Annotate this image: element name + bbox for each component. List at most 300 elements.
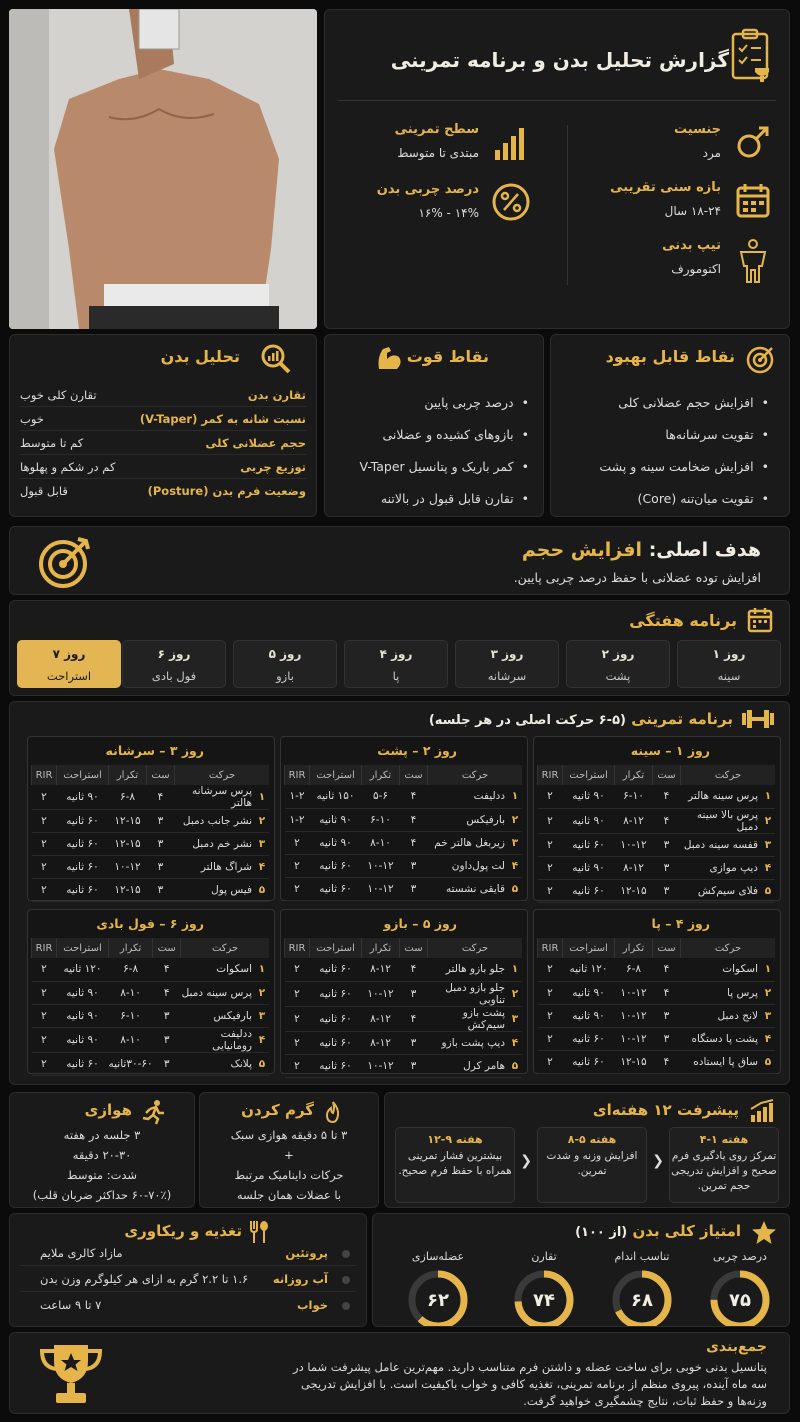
table-cell: ۲ bbox=[285, 1006, 310, 1031]
bodytype-label: تیپ بدنی bbox=[662, 238, 721, 253]
day-tab-6[interactable] bbox=[122, 640, 226, 688]
table-cell: ۲ bbox=[538, 1027, 563, 1050]
exercise-name: فلای سیم‌کش bbox=[681, 879, 762, 902]
exercise-name: پرس پا bbox=[681, 981, 762, 1004]
table-cell: ۲ bbox=[32, 833, 57, 856]
table-row bbox=[32, 1004, 270, 1027]
warmup-body bbox=[206, 1125, 372, 1205]
day-tab-1[interactable] bbox=[677, 640, 781, 688]
column-header: تکرار bbox=[362, 938, 400, 958]
running-person-icon bbox=[140, 1099, 166, 1125]
day-number: روز ۶ bbox=[157, 647, 191, 661]
level-value: مبتدی تا متوسط bbox=[397, 146, 479, 160]
table-cell: ۱۲-۱۵ bbox=[109, 810, 147, 833]
table-cell: ۴ bbox=[400, 1006, 428, 1031]
gauge-label: درصد چربی bbox=[713, 1250, 767, 1263]
row-value: قابل قبول bbox=[20, 484, 68, 498]
column-header: استراحت bbox=[310, 765, 362, 785]
day-tab-3[interactable] bbox=[455, 640, 559, 688]
column-header: تکرار bbox=[109, 938, 153, 958]
day-focus: بازو bbox=[276, 669, 294, 683]
day-focus: استراحت bbox=[46, 669, 92, 683]
score-subtitle: (از ۱۰۰) bbox=[575, 1225, 628, 1240]
exercise-table bbox=[31, 938, 269, 1076]
row-key: پروتئین bbox=[285, 1246, 328, 1260]
body-figure-icon bbox=[733, 238, 773, 278]
score-gauge bbox=[607, 1250, 677, 1327]
exercise-name: هامر کرل bbox=[428, 1054, 509, 1077]
table-cell: ۲ bbox=[538, 1050, 563, 1073]
table-cell: ۳ bbox=[153, 1052, 181, 1075]
table-row bbox=[32, 833, 270, 856]
score-gauge bbox=[509, 1250, 579, 1327]
day-number: روز ۴ bbox=[379, 647, 413, 661]
row-key: آب روزانه bbox=[272, 1272, 328, 1286]
table-cell: ۳ bbox=[400, 1054, 428, 1077]
table-row bbox=[538, 879, 776, 902]
goal-card bbox=[9, 526, 790, 595]
column-header: RIR bbox=[285, 765, 310, 785]
table-cell: ۱۲۰ ثانیه bbox=[563, 958, 615, 981]
row-number: ۳ bbox=[761, 833, 775, 856]
exercise-name: دیپ موازی bbox=[681, 856, 762, 879]
list-item bbox=[20, 1240, 356, 1266]
goal-heading bbox=[522, 539, 761, 561]
day-number: روز ۳ bbox=[490, 647, 524, 661]
table-cell: ۳ bbox=[153, 1004, 181, 1027]
text-line: پتانسیل بدنی خوبی برای ساخت عضله و داشتن فرم متناسب دارید. مهم‌ترین عامل پیشرفت شما در bbox=[293, 1360, 767, 1374]
growth-chart-icon bbox=[749, 1099, 775, 1123]
magnifier-chart-icon bbox=[260, 343, 292, 375]
exercise-table bbox=[284, 765, 522, 901]
table-row bbox=[32, 958, 270, 981]
table-cell: ۶-۸ bbox=[109, 785, 147, 810]
table-cell: ۸-۱۰ bbox=[109, 981, 153, 1004]
male-symbol-icon bbox=[733, 122, 773, 162]
row-number: ۲ bbox=[508, 981, 522, 1006]
table-cell: ۱۰-۱۲ bbox=[615, 981, 653, 1004]
day-focus: سینه bbox=[717, 669, 741, 683]
column-header: ست bbox=[147, 765, 175, 785]
summary-body bbox=[293, 1359, 767, 1410]
table-cell: ۳ bbox=[147, 833, 175, 856]
row-value: مازاد کالری ملایم bbox=[40, 1246, 123, 1260]
table-row bbox=[538, 1027, 776, 1050]
day-tab-7[interactable] bbox=[17, 640, 121, 688]
table-row bbox=[538, 833, 776, 856]
summary-card bbox=[9, 1332, 790, 1414]
text-line: سه ماه آینده، پیروی منظم از برنامه تمرینی، تغذیه کافی و خواب باکیفیت است. با افزایش تدریجی bbox=[300, 1377, 767, 1391]
table-cell: ۶۰ ثانیه bbox=[57, 879, 109, 902]
table-row bbox=[538, 1050, 776, 1073]
table-cell: ۶۰ ثانیه bbox=[310, 1054, 362, 1077]
exercise-name: ددلیفت رومانیایی bbox=[181, 1027, 255, 1052]
row-number: ۱ bbox=[508, 785, 522, 808]
table-row bbox=[538, 808, 776, 833]
target-arrow-icon bbox=[38, 535, 92, 589]
table-cell: ۹۰ ثانیه bbox=[563, 856, 615, 879]
table-row bbox=[32, 810, 270, 833]
table-cell: ۹۰ ثانیه bbox=[563, 808, 615, 833]
table-cell: ۴ bbox=[400, 831, 428, 854]
row-number: ۱ bbox=[255, 958, 269, 981]
bodytype-value: اکتومورف bbox=[671, 262, 721, 276]
row-number: ۴ bbox=[761, 856, 775, 879]
step-body: افزایش وزنه و شدت تمرین. bbox=[546, 1150, 638, 1177]
table-cell: ۶۰ ثانیه bbox=[310, 1031, 362, 1054]
row-number: ۵ bbox=[761, 879, 775, 902]
exercise-name: ساق پا ایستاده bbox=[681, 1050, 762, 1073]
progress-title: پیشرفت ۱۲ هفته‌ای bbox=[592, 1101, 739, 1119]
exercise-name: فیس پول bbox=[175, 879, 256, 902]
table-cell: ۱۰-۱۲ bbox=[362, 1054, 400, 1077]
column-header: استراحت bbox=[563, 765, 615, 785]
table-row bbox=[285, 831, 523, 854]
table-cell: ۱۰-۱۲ bbox=[615, 833, 653, 856]
row-number: ۵ bbox=[255, 879, 269, 902]
bullet-dot-icon bbox=[342, 1302, 350, 1310]
column-header: حرکت bbox=[428, 765, 523, 785]
text-line: ۲۰-۳۰ دقیقه bbox=[72, 1148, 132, 1162]
table-cell: ۹۰ ثانیه bbox=[57, 981, 109, 1004]
column-header: استراحت bbox=[57, 938, 109, 958]
strengths-title: نقاط قوت bbox=[406, 347, 489, 366]
table-cell: ۶۰ ثانیه bbox=[57, 833, 109, 856]
row-number: ۱ bbox=[255, 785, 269, 810]
table-row bbox=[20, 383, 306, 407]
table-cell: ۶۰ ثانیه bbox=[310, 1006, 362, 1031]
gauge-value: ۷۴ bbox=[533, 1290, 555, 1311]
column-header: RIR bbox=[285, 938, 310, 958]
progress-step bbox=[669, 1127, 779, 1203]
table-cell: ۲ bbox=[538, 856, 563, 879]
table-cell: ۶-۱۰ bbox=[362, 808, 400, 831]
gauge-label: تناسب اندام bbox=[614, 1250, 670, 1263]
table-cell: ۱-۲ bbox=[285, 785, 310, 808]
table-cell: ۲ bbox=[538, 981, 563, 1004]
text-line: حرکات داینامیک مرتبط bbox=[234, 1168, 344, 1182]
table-row bbox=[285, 981, 523, 1006]
workout-day-table bbox=[533, 909, 781, 1074]
page-title: گزارش تحلیل بدن و برنامه تمرینی bbox=[390, 48, 729, 72]
workout-day-title: روز ۵ – بازو bbox=[383, 916, 457, 931]
nutrition-card bbox=[9, 1213, 367, 1327]
workout-day-table bbox=[27, 909, 275, 1074]
day-tab-2[interactable] bbox=[566, 640, 670, 688]
table-cell: ۱۰-۱۲ bbox=[615, 1004, 653, 1027]
row-number: ۳ bbox=[508, 1006, 522, 1031]
exercise-name: جلو بازو هالتر bbox=[428, 958, 509, 981]
table-row bbox=[20, 431, 306, 455]
gauge-label: عضله‌سازی bbox=[411, 1250, 465, 1263]
day-tab-4[interactable] bbox=[344, 640, 448, 688]
table-cell: ۸-۱۲ bbox=[615, 856, 653, 879]
list-item: • افزایش حجم عضلانی کلی bbox=[599, 393, 769, 425]
exercise-name: نشر جانب دمبل bbox=[175, 810, 256, 833]
row-number: ۱ bbox=[761, 785, 775, 808]
flame-icon bbox=[324, 1101, 342, 1123]
table-cell: ۳ bbox=[653, 1004, 681, 1027]
row-value: کم تا متوسط bbox=[20, 436, 84, 450]
exercise-name: پشت بازو سیم‌کش bbox=[428, 1006, 509, 1031]
weekly-title: برنامه هفتگی bbox=[629, 611, 737, 630]
table-cell: ۳ bbox=[653, 856, 681, 879]
column-header: تکرار bbox=[615, 938, 653, 958]
exercise-name: دیپ پشت بازو bbox=[428, 1031, 509, 1054]
table-row bbox=[538, 856, 776, 879]
gender-stat bbox=[573, 118, 773, 174]
table-cell: ۶۰ ثانیه bbox=[563, 1050, 615, 1073]
row-number: ۳ bbox=[761, 1004, 775, 1027]
table-cell: ۸-۱۲ bbox=[362, 958, 400, 981]
score-heading bbox=[575, 1222, 741, 1240]
calendar-icon bbox=[747, 607, 773, 633]
table-cell: ۹۰ ثانیه bbox=[57, 1004, 109, 1027]
table-cell: ۶۰ ثانیه bbox=[310, 854, 362, 877]
improve-list bbox=[599, 393, 769, 517]
row-number: ۲ bbox=[255, 981, 269, 1004]
table-row bbox=[538, 1004, 776, 1027]
cardio-body bbox=[16, 1125, 188, 1205]
workout-day-title: روز ۶ – فول بادی bbox=[96, 916, 204, 931]
list-item bbox=[20, 1266, 356, 1292]
table-cell: ۲ bbox=[538, 1004, 563, 1027]
row-number: ۲ bbox=[508, 808, 522, 831]
list-item bbox=[20, 1292, 356, 1318]
table-cell: ۴ bbox=[400, 958, 428, 981]
cardio-title: هوازی bbox=[84, 1101, 132, 1119]
list-item: • تقویت میان‌تنه (Core) bbox=[599, 489, 769, 517]
table-cell: ۳ bbox=[653, 833, 681, 856]
divider bbox=[567, 125, 568, 285]
warmup-title: گرم کردن bbox=[241, 1101, 314, 1119]
exercise-name: پرس سینه دمبل bbox=[181, 981, 255, 1004]
table-row bbox=[32, 879, 270, 902]
exercise-name: پرس سینه هالتر bbox=[681, 785, 762, 808]
table-row bbox=[32, 785, 270, 810]
exercise-table bbox=[537, 938, 775, 1074]
column-header: حرکت bbox=[181, 938, 269, 958]
improve-card bbox=[550, 334, 790, 517]
table-row bbox=[285, 877, 523, 900]
weekly-plan-card bbox=[9, 600, 790, 696]
table-cell: ۴ bbox=[400, 785, 428, 808]
row-key: حجم عضلانی کلی bbox=[205, 436, 306, 450]
goal-label: هدف اصلی: bbox=[648, 539, 761, 561]
workout-day-title: روز ۴ – پا bbox=[651, 916, 710, 931]
column-header: حرکت bbox=[681, 938, 776, 958]
column-header: حرکت bbox=[175, 765, 270, 785]
warmup-card bbox=[199, 1092, 379, 1208]
workout-day-title: روز ۲ – پشت bbox=[377, 743, 457, 758]
table-cell: ۳۰-۶۰ثانیه bbox=[109, 1052, 153, 1075]
score-gauge bbox=[705, 1250, 775, 1327]
row-number: ۲ bbox=[761, 981, 775, 1004]
table-cell: ۱۰-۱۲ bbox=[109, 856, 147, 879]
analysis-title: تحلیل بدن bbox=[160, 347, 240, 366]
nutrition-title: تغذیه و ریکاوری bbox=[124, 1222, 242, 1240]
text-line: با عضلات همان جلسه bbox=[236, 1188, 342, 1202]
row-number: ۵ bbox=[761, 1050, 775, 1073]
trophy-icon bbox=[36, 1341, 106, 1407]
gauge-value: ۶۸ bbox=[631, 1290, 653, 1311]
day-number: روز ۱ bbox=[712, 647, 746, 661]
table-cell: ۱۲-۱۵ bbox=[615, 879, 653, 902]
table-row bbox=[285, 785, 523, 808]
table-row bbox=[32, 1052, 270, 1075]
row-value: ۷ تا ۹ ساعت bbox=[40, 1298, 102, 1312]
table-cell: ۹۰ ثانیه bbox=[57, 785, 109, 810]
fat-value: ۱۴% - ۱۶% bbox=[418, 206, 479, 220]
table-cell: ۱۰-۱۲ bbox=[362, 854, 400, 877]
flexed-arm-icon bbox=[375, 343, 405, 373]
column-header: تکرار bbox=[362, 765, 400, 785]
progress-step bbox=[395, 1127, 515, 1203]
table-cell: ۶۰ ثانیه bbox=[310, 958, 362, 981]
percent-icon bbox=[491, 182, 531, 222]
exercise-name: اسکوات bbox=[681, 958, 762, 981]
row-key: تقارن بدن bbox=[247, 388, 306, 402]
table-header-row bbox=[538, 765, 776, 785]
table-row bbox=[285, 1006, 523, 1031]
column-header: تکرار bbox=[615, 765, 653, 785]
exercise-name: پرس سرشانه هالتر bbox=[175, 785, 256, 810]
workout-day-table bbox=[280, 736, 528, 901]
table-cell: ۲ bbox=[32, 856, 57, 879]
gauge-value: ۷۵ bbox=[729, 1290, 751, 1311]
program-subtitle: (۵-۶ حرکت اصلی در هر جلسه) bbox=[428, 713, 626, 728]
list-item: • افزایش ضخامت سینه و پشت bbox=[599, 457, 769, 489]
column-header: تکرار bbox=[109, 765, 147, 785]
day-tab-5[interactable] bbox=[233, 640, 337, 688]
text-line: ۳ تا ۵ دقیقه هوازی سبک bbox=[230, 1128, 348, 1142]
table-cell: ۳ bbox=[147, 810, 175, 833]
table-header-row bbox=[32, 765, 270, 785]
list-item: • تقارن قابل قبول در بالاتنه bbox=[360, 489, 530, 517]
table-cell: ۹۰ ثانیه bbox=[563, 1004, 615, 1027]
exercise-name: شراگ هالتر bbox=[175, 856, 256, 879]
exercise-table bbox=[284, 938, 522, 1078]
row-value: کم در شکم و پهلوها bbox=[20, 460, 116, 474]
training-program-card bbox=[9, 701, 790, 1085]
progress-step bbox=[537, 1127, 647, 1203]
table-row bbox=[538, 981, 776, 1004]
row-number: ۴ bbox=[508, 854, 522, 877]
table-cell: ۲ bbox=[32, 1052, 57, 1075]
table-cell: ۴ bbox=[400, 808, 428, 831]
column-header: ست bbox=[400, 938, 428, 958]
bodytype-stat bbox=[573, 234, 773, 290]
table-cell: ۶۰ ثانیه bbox=[563, 1027, 615, 1050]
row-number: ۱ bbox=[761, 958, 775, 981]
gauge-label: تقارن bbox=[531, 1250, 557, 1263]
day-number: روز ۲ bbox=[601, 647, 635, 661]
table-row bbox=[538, 958, 776, 981]
table-cell: ۳ bbox=[653, 879, 681, 902]
exercise-name: قفسه سینه دمبل bbox=[681, 833, 762, 856]
day-focus: سرشانه bbox=[487, 669, 527, 683]
column-header: حرکت bbox=[681, 765, 776, 785]
step-heading: هفته ۵-۸ bbox=[567, 1133, 617, 1146]
table-row bbox=[32, 856, 270, 879]
table-row bbox=[538, 785, 776, 808]
table-cell: ۲ bbox=[32, 981, 57, 1004]
step-heading: هفته ۹-۱۲ bbox=[427, 1133, 483, 1146]
row-key: وضعیت فرم بدن (Posture) bbox=[147, 484, 306, 498]
bar-level-icon bbox=[491, 122, 531, 162]
row-key: خواب bbox=[297, 1298, 328, 1312]
table-cell: ۱۲-۱۵ bbox=[109, 879, 147, 902]
table-cell: ۱۲۰ ثانیه bbox=[57, 958, 109, 981]
workout-day-table bbox=[280, 909, 528, 1074]
gender-label: جنسیت bbox=[674, 122, 721, 137]
strengths-list bbox=[360, 393, 530, 517]
table-cell: ۶۰ ثانیه bbox=[563, 879, 615, 902]
table-row bbox=[285, 1054, 523, 1077]
table-cell: ۳ bbox=[400, 877, 428, 900]
exercise-name: پرس بالا سینه دمبل bbox=[681, 808, 762, 833]
table-cell: ۹۰ ثانیه bbox=[57, 1027, 109, 1052]
table-cell: ۲ bbox=[32, 879, 57, 902]
table-cell: ۶۰ ثانیه bbox=[57, 810, 109, 833]
gender-value: مرد bbox=[702, 146, 721, 160]
exercise-name: پلانک bbox=[181, 1052, 255, 1075]
list-item: • درصد چربی پایین bbox=[360, 393, 530, 425]
column-header: ست bbox=[153, 938, 181, 958]
row-number: ۴ bbox=[255, 856, 269, 879]
table-cell: ۱۲-۱۵ bbox=[109, 833, 147, 856]
row-value: تقارن کلی خوب bbox=[20, 388, 97, 402]
table-row bbox=[285, 808, 523, 831]
table-row bbox=[285, 854, 523, 877]
list-item: • تقویت سرشانه‌ها bbox=[599, 425, 769, 457]
table-cell: ۲ bbox=[538, 833, 563, 856]
calendar-icon bbox=[733, 180, 773, 220]
score-card bbox=[372, 1213, 790, 1327]
column-header: RIR bbox=[538, 765, 563, 785]
row-number: ۴ bbox=[255, 1027, 269, 1052]
table-cell: ۴ bbox=[147, 785, 175, 810]
workout-day-table bbox=[533, 736, 781, 901]
table-cell: ۳ bbox=[400, 1031, 428, 1054]
exercise-name: ددلیفت bbox=[428, 785, 509, 808]
exercise-name: جلو بازو دمبل تناوبی bbox=[428, 981, 509, 1006]
table-cell: ۴ bbox=[653, 981, 681, 1004]
table-cell: ۲ bbox=[285, 981, 310, 1006]
row-key: نسبت شانه به کمر (V-Taper) bbox=[139, 412, 306, 426]
table-cell: ۶۰ ثانیه bbox=[310, 877, 362, 900]
column-header: RIR bbox=[538, 938, 563, 958]
level-label: سطح تمرینی bbox=[394, 122, 479, 137]
table-header-row bbox=[538, 938, 776, 958]
table-cell: ۹۰ ثانیه bbox=[563, 981, 615, 1004]
table-cell: ۳ bbox=[653, 1027, 681, 1050]
exercise-name: لانج دمبل bbox=[681, 1004, 762, 1027]
workout-day-table bbox=[27, 736, 275, 901]
body-photo bbox=[9, 9, 317, 329]
table-cell: ۲ bbox=[32, 1004, 57, 1027]
table-row bbox=[20, 479, 306, 503]
table-cell: ۲ bbox=[285, 1054, 310, 1077]
exercise-name: نشر خم دمبل bbox=[175, 833, 256, 856]
column-header: استراحت bbox=[57, 765, 109, 785]
table-row bbox=[32, 981, 270, 1004]
exercise-name: پشت پا دستگاه bbox=[681, 1027, 762, 1050]
step-body: تمرکز روی یادگیری فرم صحیح و افزایش تدریجی حجم تمرین. bbox=[671, 1150, 777, 1192]
bullet-dot-icon bbox=[342, 1250, 350, 1258]
table-cell: ۱۵۰ ثانیه bbox=[310, 785, 362, 808]
exercise-name: زیربغل هالتر خم bbox=[428, 831, 509, 854]
